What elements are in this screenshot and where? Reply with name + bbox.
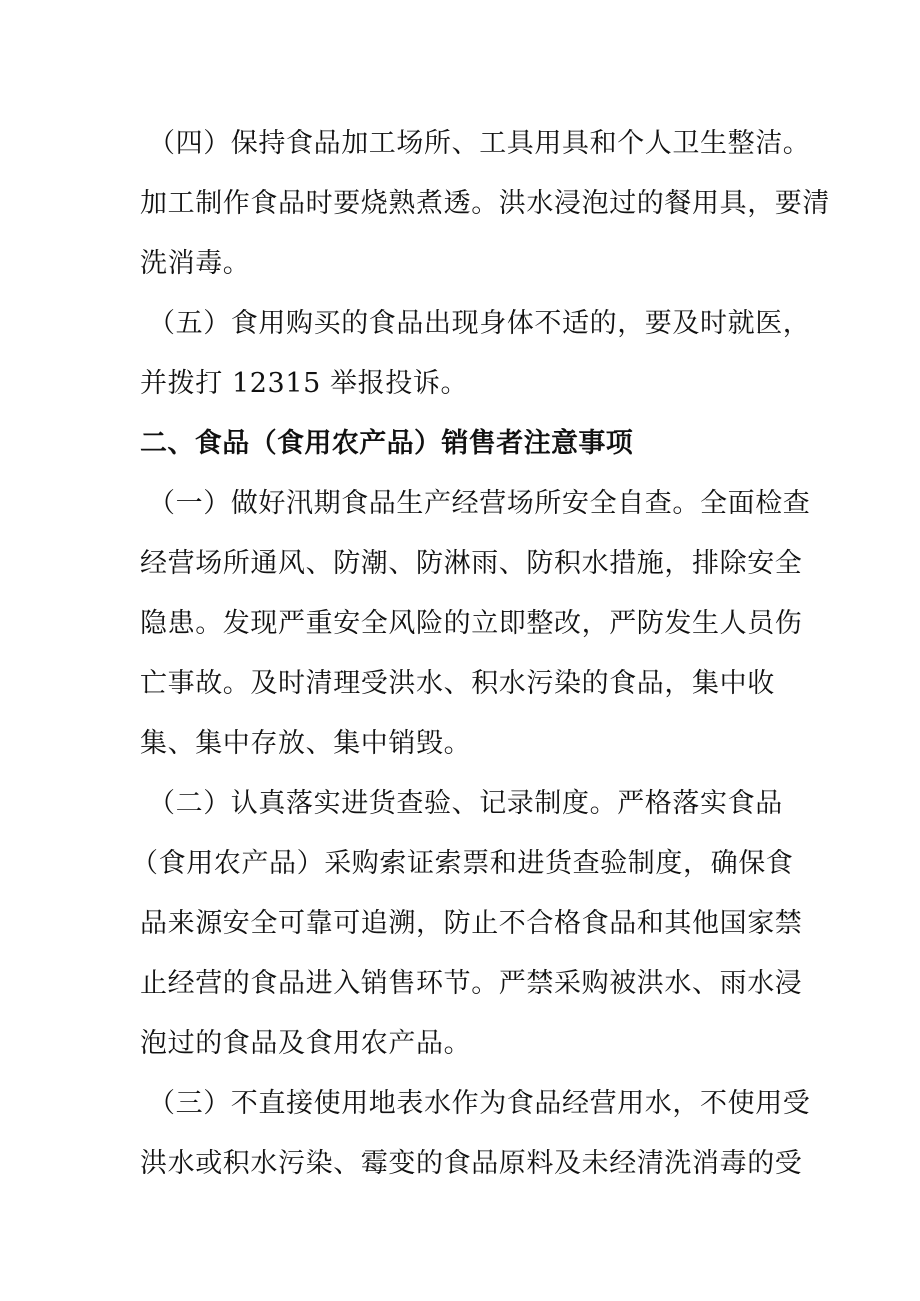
text-line: 加工制作食品时要烧熟煮透。洪水浸泡过的餐用具，要清 (140, 188, 830, 219)
text-line: （一）做好汛期食品生产经营场所安全自查。全面检查 (148, 488, 811, 519)
text-line: 隐患。发现严重安全风险的立即整改，严防发生人员伤 (140, 608, 803, 639)
section-heading: 二、食品（食用农产品）销售者注意事项 (140, 428, 634, 459)
text-line: 泡过的食品及食用农产品。 (140, 1028, 472, 1059)
text-line: 止经营的食品进入销售环节。严禁采购被洪水、雨水浸 (140, 968, 803, 999)
text-line: （食用农产品）采购索证索票和进货查验制度，确保食 (131, 848, 794, 879)
text-line: 并拨打 12315 举报投诉。 (140, 368, 469, 399)
text-line: 经营场所通风、防潮、防淋雨、防积水措施，排除安全 (140, 548, 803, 579)
text-line: （四）保持食品加工场所、工具用具和个人卫生整洁。 (148, 128, 811, 159)
text-line: 品来源安全可靠可追溯，防止不合格食品和其他国家禁 (140, 908, 803, 939)
text-line: （五）食用购买的食品出现身体不适的，要及时就医， (148, 308, 811, 339)
text-line: 亡事故。及时清理受洪水、积水污染的食品，集中收 (140, 668, 775, 699)
text-line: （二）认真落实进货查验、记录制度。严格落实食品 (148, 788, 783, 819)
text-line: 洪水或积水污染、霉变的食品原料及未经清洗消毒的受 (140, 1148, 803, 1179)
text-line: （三）不直接使用地表水作为食品经营用水，不使用受 (148, 1088, 811, 1119)
text-line: 集、集中存放、集中销毁。 (140, 728, 472, 759)
text-line: 洗消毒。 (140, 248, 251, 279)
